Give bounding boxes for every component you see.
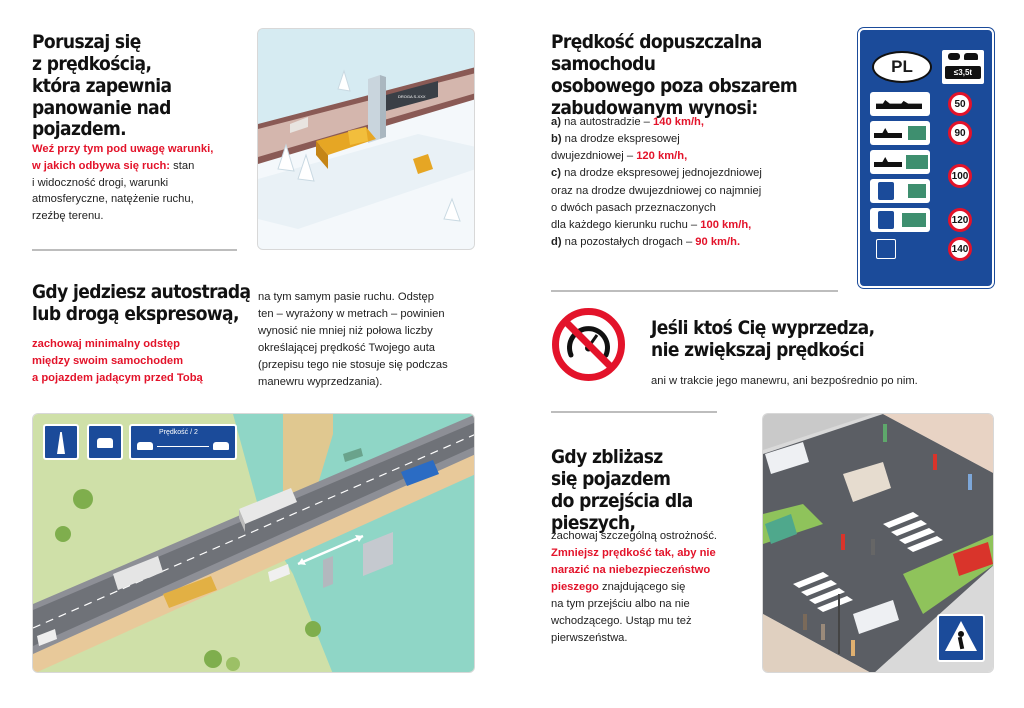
distance-label: Prędkość / 2 <box>159 429 198 436</box>
dual-road-icon <box>902 213 926 227</box>
expressway-icon <box>878 182 894 200</box>
car-icon <box>964 53 978 60</box>
list-item: a) na autostradzie – 140 km/h, <box>551 116 704 128</box>
section2-heading: Prędkość dopuszczalna samochodu osobowego poza obszarem zabudowanym wynosi: <box>551 31 798 119</box>
motorway-icon <box>876 239 896 259</box>
section4-text: ani w trakcie jego manewru, ani bezpośrednio po nim. <box>651 375 918 387</box>
motorcycle-icon <box>948 53 960 60</box>
speed-limit-120: 120 <box>948 208 972 232</box>
country-panel <box>872 48 984 88</box>
section5-text: zachowaj szczególną ostrożność. Zmniejsz prędkość tak, aby nie narazić na niebezpieczeństwo pieszego znajdującego się na tym przejściu albo na nie wchodzącego. Ustąp mu też pierwszeństwa. <box>551 530 718 645</box>
section1-heading: Poruszaj się z prędkością, która zapewnia panowanie nad pojazdem. <box>32 31 172 141</box>
expressway-small-icon <box>908 126 926 140</box>
single-road-icon <box>908 184 926 198</box>
country-oval: PL <box>872 51 932 83</box>
built-up-area-icon <box>876 100 922 109</box>
pedestrian-crossing-sign-icon <box>937 614 985 662</box>
motorway-sign-icon <box>43 424 79 460</box>
pedestrian-crossing-illustration <box>762 413 994 673</box>
distance-arrow <box>157 446 209 447</box>
weight-label: ≤3,5t <box>945 66 981 79</box>
speed-limit-90: 90 <box>948 121 972 145</box>
section5-heading: Gdy zbliżasz się pojazdem do przejścia dla pieszych, <box>551 446 693 534</box>
row-expressway-single <box>870 179 930 203</box>
end-built-up-icon-2 <box>874 157 902 167</box>
distance-sign <box>129 424 237 460</box>
vehicle-panel <box>942 50 984 84</box>
expressway-icon-2 <box>878 211 894 229</box>
divider-section2 <box>551 290 838 292</box>
row-motorway <box>870 237 930 261</box>
row-dual-road <box>870 150 930 174</box>
car-icon-right <box>213 442 229 450</box>
motorway-distance-illustration <box>32 413 475 673</box>
no-speed-increase-icon <box>551 307 626 382</box>
row-built-up <box>870 92 930 116</box>
speed-limit-100: 100 <box>948 164 972 188</box>
section3-text: na tym samym pasie ruchu. Odstęp ten – wyrażony w metrach – powinien wynosić nie mniej niż połowa liczby określającej prędkość Twojego auta (przepisu tego nie stosuje się podczas manewru wyprzedzania). <box>258 291 448 389</box>
section1-text: Weź przy tym pod uwagę warunki, w jakich odbywa się ruch: stan i widoczność drogi, warunki atmosferyczne, natężenie ruchu, rzeźbę terenu. <box>32 143 214 223</box>
dual-carriageway-icon <box>906 155 928 169</box>
car-icon-left <box>137 442 153 450</box>
section4-heading: Jeśli ktoś Cię wyprzedza, nie zwiększaj prędkości <box>651 317 875 361</box>
snowplow-illustration <box>257 28 475 250</box>
svg-text:DROGA S-XXX: DROGA S-XXX <box>398 94 426 99</box>
list-item: d) na pozostałych drogach – 90 km/h. <box>551 235 741 248</box>
list-item: c) na drodze ekspresowej jednojezdniowej oraz na drodze dwujezdniowej co najmniej o dwóch pasach przeznaczonych dla każdego kierunku ruchu – 100 km/h, <box>551 167 762 231</box>
speed-limits-list <box>551 114 841 251</box>
section3-heading: Gdy jedziesz autostradą lub drogą ekspresową, <box>32 281 251 325</box>
speed-limits-board-sign <box>858 28 994 288</box>
row-outside-built-up <box>870 121 930 145</box>
divider-section4 <box>551 411 717 413</box>
row-expressway-dual <box>870 208 930 232</box>
section3-red-text: zachowaj minimalny odstęp między swoim samochodem a pojazdem jadącym przed Tobą <box>32 338 203 384</box>
end-built-up-icon <box>874 128 902 138</box>
list-item: b) na drodze ekspresowej dwujezdniowej – 120 km/h, <box>551 133 688 163</box>
expressway-sign-icon <box>87 424 123 460</box>
divider-section1 <box>32 249 237 251</box>
speed-limit-140: 140 <box>948 237 972 261</box>
speed-limit-50: 50 <box>948 92 972 116</box>
